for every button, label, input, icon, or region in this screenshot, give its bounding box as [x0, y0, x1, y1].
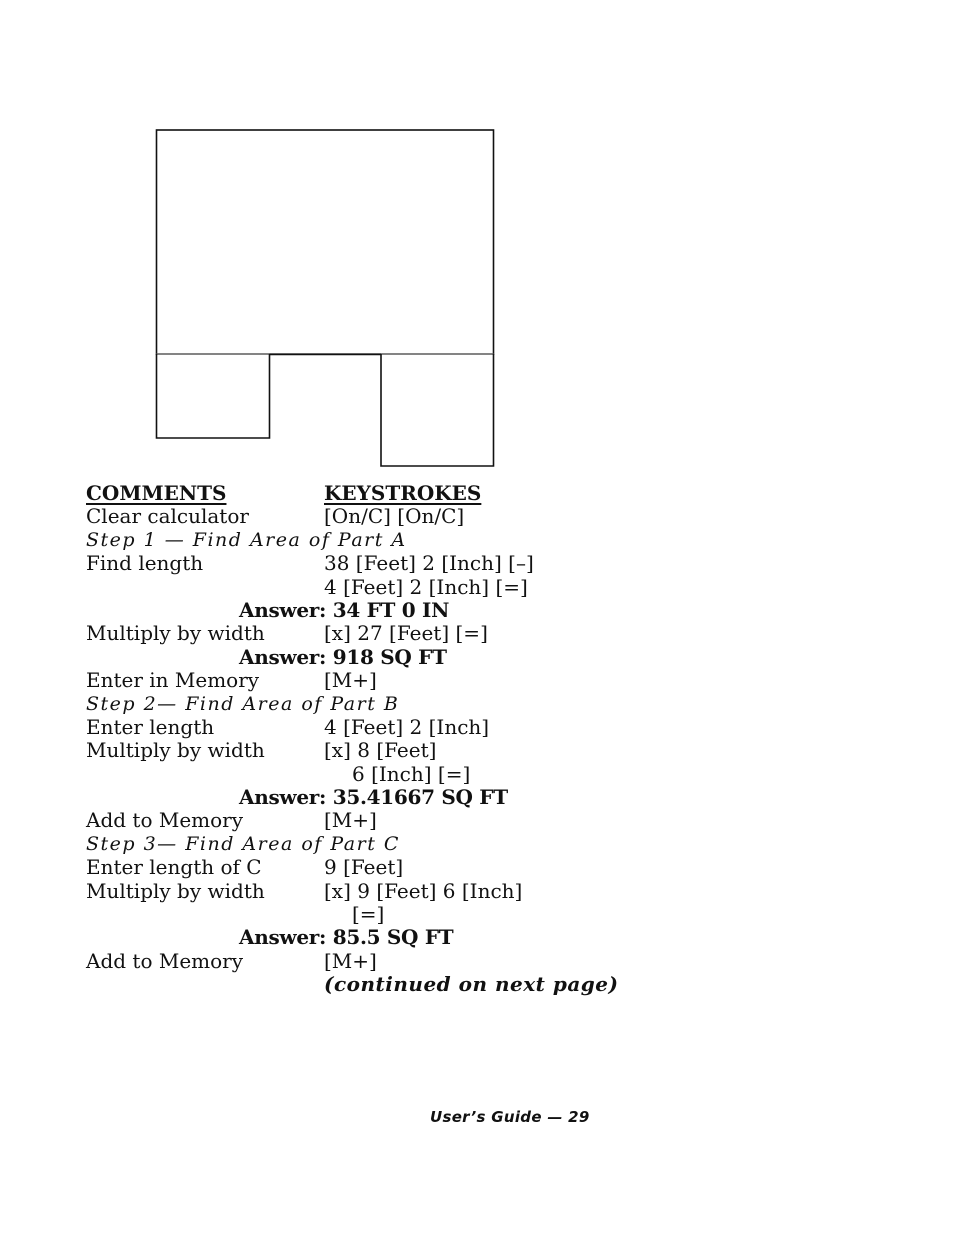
comment-cell: Multiply by width	[86, 621, 265, 646]
keystroke-table	[86, 482, 706, 997]
table-row	[86, 833, 706, 856]
continued-note: (continued on next page)	[324, 972, 619, 997]
answer-line: Answer: 85.5 SQ FT	[239, 925, 454, 950]
keystroke-cell: [M+]	[324, 948, 377, 973]
comment-cell: Enter length of C	[86, 855, 262, 880]
keystroke-cell: 4 [Feet] 2 [Inch] [=]	[324, 574, 528, 599]
floor-plan-diagram	[0, 0, 954, 480]
table-row	[86, 599, 706, 622]
table-row	[86, 716, 706, 739]
table-row	[86, 622, 706, 645]
step-heading: Step 1 — Find Area of Part A	[86, 528, 407, 551]
comment-cell: Enter in Memory	[86, 668, 260, 693]
keystroke-cell: [x] 8 [Feet]	[324, 738, 437, 763]
table-row	[86, 505, 706, 528]
comment-cell: Add to Memory	[86, 948, 244, 973]
table-row	[86, 950, 706, 973]
table-row	[86, 926, 706, 949]
keystroke-cell: [M+]	[324, 808, 377, 833]
answer-line: Answer: 918 SQ FT	[239, 644, 447, 669]
answer-line: Answer: 34 FT 0 IN	[239, 597, 450, 622]
keystroke-cell: [M+]	[324, 668, 377, 693]
comment-cell: Clear calculator	[86, 504, 249, 529]
table-row	[86, 786, 706, 809]
table-row	[86, 552, 706, 575]
keystroke-cell: 38 [Feet] 2 [Inch] [–]	[324, 551, 534, 576]
table-header	[86, 482, 706, 505]
keystroke-cell: [x] 9 [Feet] 6 [Inch]	[324, 878, 523, 903]
table-row	[86, 763, 706, 786]
table-row	[86, 903, 706, 926]
keystrokes-header: KEYSTROKES	[324, 481, 482, 505]
part-c-outline	[381, 354, 494, 466]
part-a-outline	[157, 130, 494, 354]
comment-cell: Multiply by width	[86, 738, 265, 763]
table-row	[86, 973, 706, 996]
floor-plan-figure	[0, 0, 954, 480]
part-b-outline	[157, 354, 270, 438]
comments-header: COMMENTS	[86, 481, 227, 505]
keystroke-cell: [On/C] [On/C]	[324, 504, 465, 529]
table-row	[86, 646, 706, 669]
page-footer: User’s Guide — 29	[430, 1108, 590, 1126]
step-heading: Step 3— Find Area of Part C	[86, 832, 400, 855]
keystroke-cell: 9 [Feet]	[324, 855, 404, 880]
keystroke-cell: [=]	[352, 902, 385, 927]
table-row	[86, 739, 706, 762]
table-row	[86, 880, 706, 903]
table-row	[86, 529, 706, 552]
table-rows	[86, 505, 706, 996]
comment-cell: Add to Memory	[86, 808, 244, 833]
comment-cell: Find length	[86, 551, 204, 576]
table-row	[86, 669, 706, 692]
step-heading: Step 2— Find Area of Part B	[86, 692, 400, 715]
comment-cell: Enter length	[86, 714, 215, 739]
keystroke-cell: [x] 27 [Feet] [=]	[324, 621, 488, 646]
table-row	[86, 809, 706, 832]
keystroke-cell: 6 [Inch] [=]	[352, 761, 471, 786]
table-row	[86, 576, 706, 599]
table-row	[86, 693, 706, 716]
keystroke-cell: 4 [Feet] 2 [Inch]	[324, 714, 490, 739]
comment-cell: Multiply by width	[86, 878, 265, 903]
table-row	[86, 856, 706, 879]
answer-line: Answer: 35.41667 SQ FT	[239, 785, 508, 810]
